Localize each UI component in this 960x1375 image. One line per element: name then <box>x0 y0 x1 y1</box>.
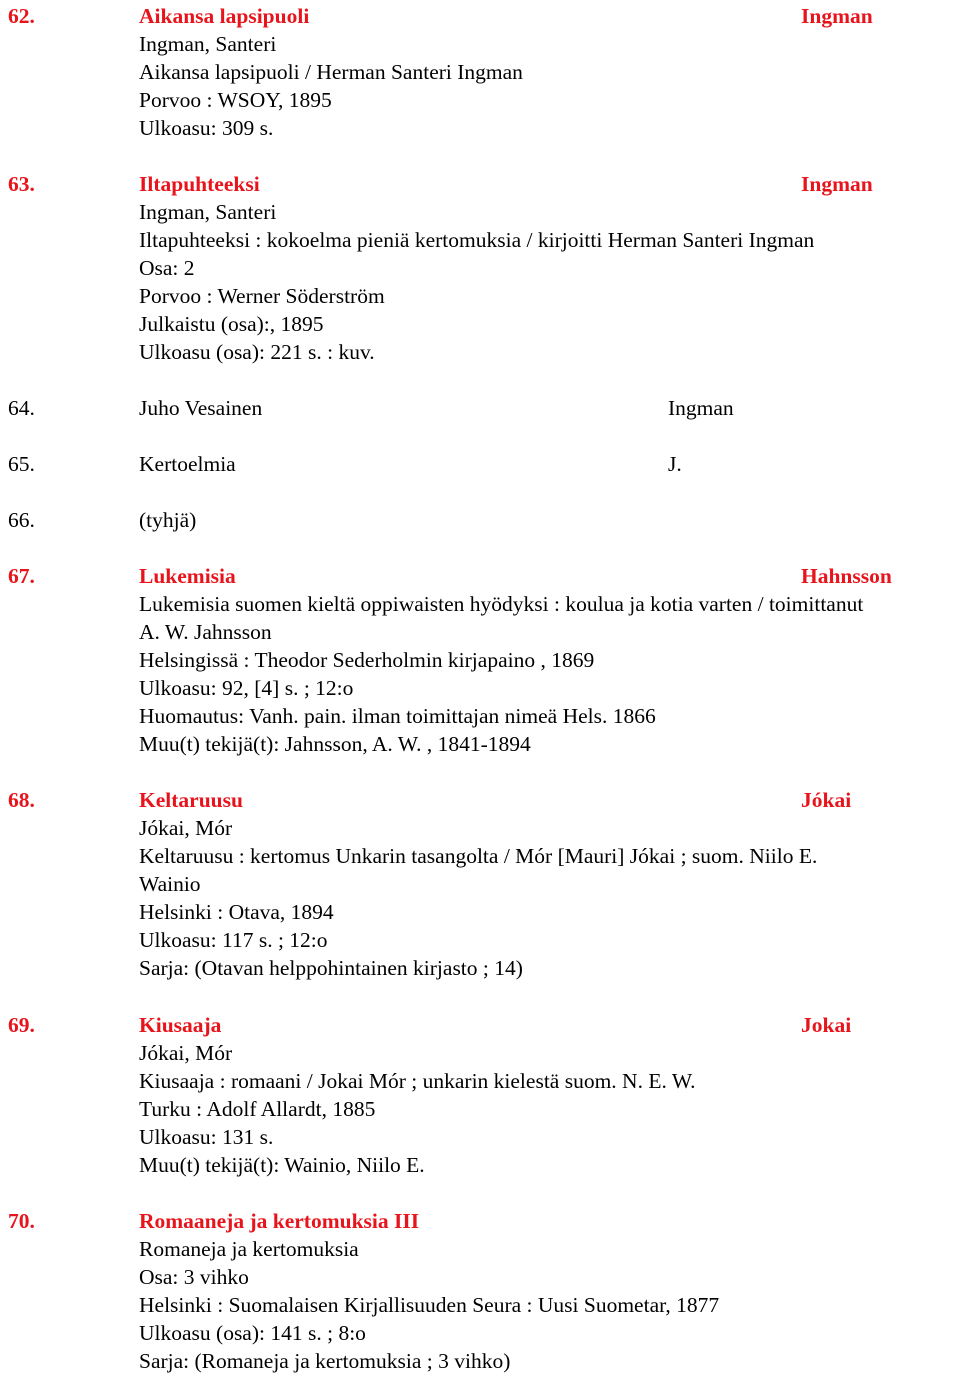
entry-title: Kiusaaja <box>139 1013 222 1037</box>
entry-detail-line: Kiusaaja : romaani / Jokai Mór ; unkarin kielestä suom. N. E. W. <box>139 1069 696 1093</box>
entry-author-short: Jokai <box>801 1013 852 1037</box>
entry-title: (tyhjä) <box>139 508 197 532</box>
entry-detail-line: Ulkoasu: 131 s. <box>139 1125 274 1149</box>
entry-detail-line: Porvoo : WSOY, 1895 <box>139 88 332 112</box>
entry-detail-line: Helsinki : Otava, 1894 <box>139 900 334 924</box>
entry-number: 67. <box>8 564 35 588</box>
entry-detail-line: Ulkoasu (osa): 141 s. ; 8:o <box>139 1321 366 1345</box>
entry-detail-line: Ulkoasu: 117 s. ; 12:o <box>139 928 328 952</box>
entry-detail-line: Osa: 2 <box>139 256 195 280</box>
entry-detail-line: Iltapuhteeksi : kokoelma pieniä kertomuksia / kirjoitti Herman Santeri Ingman <box>139 228 815 252</box>
entry-number: 63. <box>8 172 35 196</box>
entry-detail-line: Sarja: (Otavan helppohintainen kirjasto ; 14) <box>139 956 523 980</box>
entry-author-short: Ingman <box>801 172 873 196</box>
entry-detail-line: Huomautus: Vanh. pain. ilman toimittajan nimeä Hels. 1866 <box>139 704 656 728</box>
entry-title: Keltaruusu <box>139 788 243 812</box>
entry-detail-line: A. W. Jahnsson <box>139 620 272 644</box>
entry-title: Aikansa lapsipuoli <box>139 4 310 28</box>
entry-detail-line: Sarja: (Romaneja ja kertomuksia ; 3 vihko) <box>139 1349 511 1373</box>
entry-author-short: J. <box>668 452 682 476</box>
entry-detail-line: Romaneja ja kertomuksia <box>139 1237 359 1261</box>
entry-author-short: Ingman <box>801 4 873 28</box>
entry-detail-line: Ingman, Santeri <box>139 32 277 56</box>
entry-detail-line: Aikansa lapsipuoli / Herman Santeri Ingman <box>139 60 523 84</box>
entry-detail-line: Helsingissä : Theodor Sederholmin kirjapaino , 1869 <box>139 648 595 672</box>
entry-detail-line: Osa: 3 vihko <box>139 1265 249 1289</box>
entry-author-short: Ingman <box>668 396 734 420</box>
entry-title: Romaaneja ja kertomuksia III <box>139 1209 420 1233</box>
entry-detail-line: Wainio <box>139 872 201 896</box>
entry-number: 66. <box>8 508 35 532</box>
entry-detail-line: Porvoo : Werner Söderström <box>139 284 385 308</box>
entry-number: 64. <box>8 396 35 420</box>
entry-title: Kertoelmia <box>139 452 236 476</box>
entry-number: 70. <box>8 1209 35 1233</box>
entry-title: Iltapuhteeksi <box>139 172 260 196</box>
entry-detail-line: Helsinki : Suomalaisen Kirjallisuuden Seura : Uusi Suometar, 1877 <box>139 1293 720 1317</box>
entry-number: 68. <box>8 788 35 812</box>
entry-number: 62. <box>8 4 35 28</box>
entry-detail-line: Keltaruusu : kertomus Unkarin tasangolta / Mór [Mauri] Jókai ; suom. Niilo E. <box>139 844 818 868</box>
entry-detail-line: Turku : Adolf Allardt, 1885 <box>139 1097 376 1121</box>
entry-number: 69. <box>8 1013 35 1037</box>
entry-title: Juho Vesainen <box>139 396 263 420</box>
entry-detail-line: Ulkoasu (osa): 221 s. : kuv. <box>139 340 375 364</box>
entry-detail-line: Julkaistu (osa):, 1895 <box>139 312 324 336</box>
entry-detail-line: Muu(t) tekijä(t): Wainio, Niilo E. <box>139 1153 425 1177</box>
entry-detail-line: Lukemisia suomen kieltä oppiwaisten hyödyksi : koulua ja kotia varten / toimittanut <box>139 592 864 616</box>
entry-author-short: Jókai <box>801 788 852 812</box>
entry-number: 65. <box>8 452 35 476</box>
entry-author-short: Hahnsson <box>801 564 892 588</box>
entry-detail-line: Jókai, Mór <box>139 816 233 840</box>
entry-detail-line: Ulkoasu: 309 s. <box>139 116 274 140</box>
entry-detail-line: Muu(t) tekijä(t): Jahnsson, A. W. , 1841-1894 <box>139 732 531 756</box>
entry-detail-line: Ingman, Santeri <box>139 200 277 224</box>
entry-detail-line: Ulkoasu: 92, [4] s. ; 12:o <box>139 676 354 700</box>
entry-detail-line: Jókai, Mór <box>139 1041 233 1065</box>
entry-title: Lukemisia <box>139 564 236 588</box>
